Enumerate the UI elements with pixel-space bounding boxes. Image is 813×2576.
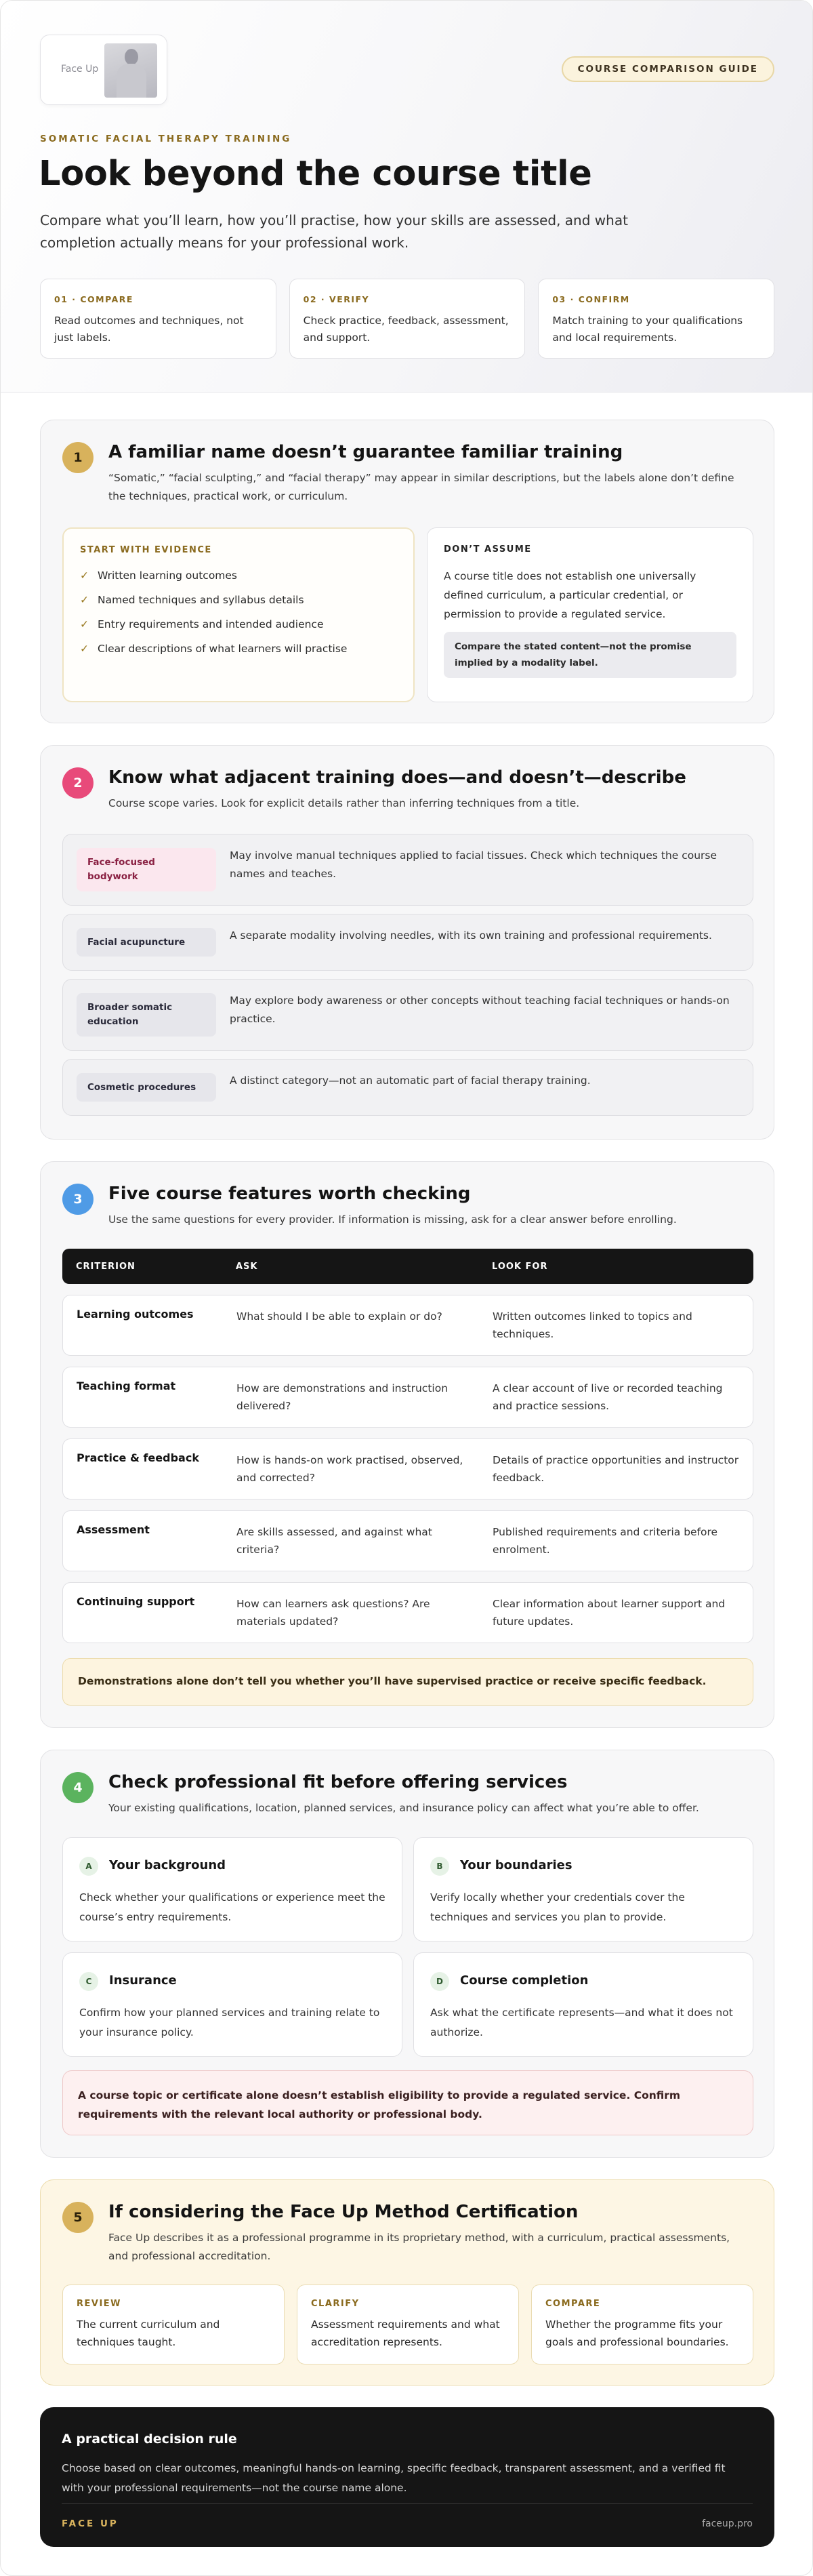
fit-text: Confirm how your planned services and training relate to your insurance policy. (79, 2007, 380, 2038)
section-title: Five course features worth checking (108, 1184, 471, 1204)
fit-badge: C (79, 1972, 98, 1991)
section-subtitle: Use the same questions for every provider. If information is missing, ask for a clear answer before enrolling. (108, 1213, 677, 1226)
look-for-cell: Published requirements and criteria before enrolment. (493, 1526, 718, 1556)
section-subtitle: Course scope varies. Look for explicit details rather than inferring techniques from a title. (108, 797, 580, 809)
dont-assume-note: Compare the stated content—not the promise implied by a modality label. (444, 632, 736, 678)
logo-photo (104, 43, 157, 98)
step-key: 03 · CONFIRM (552, 294, 630, 304)
scope-desc: May explore body awareness or other concepts without teaching facial techniques or hands-on practice. (230, 994, 730, 1025)
ask-cell: What should I be able to explain or do? (236, 1310, 442, 1323)
criterion-cell: Continuing support (77, 1595, 195, 1608)
section-title: If considering the Face Up Method Certification (108, 2202, 579, 2222)
dont-assume-label: DON’T ASSUME (444, 544, 532, 555)
fit-text: Verify locally whether your credentials cover the techniques and services you plan to provide. (430, 1891, 685, 1923)
column-header: CRITERION (76, 1262, 136, 1272)
ask-cell: How is hands-on work practised, observed, and corrected? (236, 1454, 463, 1484)
footer-text: Choose based on clear outcomes, meaningful hands-on learning, specific feedback, transparent assessment, and a verified fit with your professional requirements—not the course name alone. (62, 2462, 726, 2494)
mini-key: CLARIFY (311, 2299, 360, 2309)
section-subtitle: “Somatic,” “facial sculpting,” and “facial therapy” may appear in similar descriptions, but the labels alone don’t define the techniques, practical work, or curriculum. (108, 472, 734, 502)
mini-text: Assessment requirements and what accreditation represents. (311, 2318, 500, 2348)
guide-badge: COURSE COMPARISON GUIDE (562, 56, 774, 82)
clarify-card (297, 2285, 519, 2364)
section-number: 5 (62, 2202, 93, 2233)
evidence-list (80, 569, 397, 656)
fit-badge: D (430, 1972, 449, 1991)
check-icon: ✓ (80, 643, 89, 655)
ask-cell: How can learners ask questions? Are materials updated? (236, 1598, 430, 1628)
look-for-cell: Written outcomes linked to topics and techniques. (493, 1310, 692, 1340)
section-subtitle: Your existing qualifications, location, planned services, and insurance policy can affect what you’re able to offer. (108, 1802, 699, 1814)
section-number: 3 (62, 1184, 93, 1215)
dont-assume-text: A course title does not establish one universally defined curriculum, a particular credential, or permission to provide a regulated service. (444, 570, 696, 620)
fit-title: Your background (109, 1858, 226, 1872)
evidence-label: START WITH EVIDENCE (80, 545, 212, 555)
section-title: Check professional fit before offering services (108, 1772, 568, 1792)
check-icon: ✓ (80, 569, 89, 582)
criterion-cell: Learning outcomes (77, 1308, 194, 1321)
face-up-logo[interactable] (40, 35, 167, 105)
section-4-card (40, 1750, 774, 2158)
section-1-card (40, 420, 774, 723)
eyebrow: SOMATIC FACIAL THERAPY TRAINING (40, 134, 292, 144)
check-icon: ✓ (80, 594, 89, 606)
dont-assume-box (427, 527, 753, 702)
steps-row (40, 279, 774, 359)
section-title: A familiar name doesn’t guarantee familiar training (108, 442, 623, 462)
look-for-cell: A clear account of live or recorded teaching and practice sessions. (493, 1382, 723, 1412)
look-for-cell: Clear information about learner support and future updates. (493, 1598, 726, 1628)
page-lede: Compare what you’ll learn, how you’ll practise, how your skills are assessed, and what completion actually means for your professional work. (40, 212, 628, 251)
page-title: Look beyond the course title (39, 154, 592, 194)
step-text: Check practice, feedback, assessment, and support. (303, 315, 509, 344)
mini-text: The current curriculum and techniques taught. (77, 2318, 220, 2348)
fit-card-boundaries (413, 1837, 753, 1941)
table-row (62, 1510, 753, 1571)
scope-tag: Broader somatic education (77, 993, 216, 1037)
fit-title: Course completion (460, 1973, 589, 1988)
footer-title: A practical decision rule (62, 2432, 237, 2447)
check-icon: ✓ (80, 618, 89, 630)
step-text: Match training to your qualifications and local requirements. (552, 315, 743, 344)
ask-cell: How are demonstrations and instruction delivered? (236, 1382, 449, 1412)
column-header: LOOK FOR (492, 1262, 548, 1272)
footer-divider (62, 2503, 753, 2504)
table-row (62, 1582, 753, 1643)
eligibility-callout: A course topic or certificate alone doesn’t establish eligibility to provide a regulated service. Confirm requirements with the relevant local authority or professional body. (62, 2070, 753, 2135)
column-header: ASK (236, 1262, 258, 1272)
section-number: 1 (62, 442, 93, 473)
criterion-cell: Practice & feedback (77, 1451, 199, 1464)
fit-badge: B (430, 1857, 449, 1876)
criterion-cell: Assessment (77, 1523, 150, 1536)
footer-url-link[interactable]: faceup.pro (702, 2518, 753, 2529)
list-item: ✓ Named techniques and syllabus details (80, 594, 304, 606)
hero-header (1, 1, 813, 393)
fit-card-completion (413, 1952, 753, 2057)
mini-key: REVIEW (77, 2299, 122, 2309)
compare-card (531, 2285, 753, 2364)
section-title: Know what adjacent training does—and doesn’t—describe (108, 767, 686, 788)
section-2-card (40, 745, 774, 1140)
step-compare (40, 279, 276, 359)
table-row (62, 1367, 753, 1428)
list-item: ✓ Entry requirements and intended audience (80, 618, 324, 630)
demonstration-callout: Demonstrations alone don’t tell you whether you’ll have supervised practice or receive specific feedback. (62, 1658, 753, 1706)
step-confirm (538, 279, 774, 359)
fit-title: Your boundaries (460, 1858, 572, 1872)
scope-desc: May involve manual techniques applied to facial tissues. Check which techniques the course names and teaches. (230, 849, 717, 880)
step-key: 02 · VERIFY (303, 294, 370, 304)
section-subtitle: Face Up describes it as a professional programme in its proprietary method, with a curriculum, practical assessments, and professional accreditation. (108, 2232, 730, 2262)
fit-badge: A (79, 1857, 98, 1876)
scope-desc: A distinct category—not an automatic part of facial therapy training. (230, 1074, 591, 1087)
fit-card-insurance (62, 1952, 402, 2057)
scope-row (62, 1059, 753, 1116)
logo-text: Face Up (61, 64, 99, 75)
fit-card-background (62, 1837, 402, 1941)
step-key: 01 · COMPARE (54, 294, 133, 304)
decision-rule-footer (40, 2407, 774, 2547)
fit-title: Insurance (109, 1973, 177, 1988)
step-verify (289, 279, 526, 359)
mini-key: COMPARE (545, 2299, 601, 2309)
scope-row (62, 834, 753, 906)
table-row (62, 1295, 753, 1356)
section-number: 4 (62, 1772, 93, 1803)
review-card (62, 2285, 285, 2364)
list-item: ✓ Written learning outcomes (80, 569, 238, 582)
section-3-card (40, 1161, 774, 1728)
mini-text: Whether the programme fits your goals and professional boundaries. (545, 2318, 729, 2348)
list-item: ✓ Clear descriptions of what learners will practise (80, 643, 348, 655)
section-5-card (40, 2179, 774, 2386)
scope-desc: A separate modality involving needles, with its own training and professional requirements. (230, 929, 712, 942)
fit-text: Ask what the certificate represents—and what it does not authorize. (430, 2007, 733, 2038)
fit-text: Check whether your qualifications or experience meet the course’s entry requirements. (79, 1891, 385, 1923)
section-number: 2 (62, 767, 93, 799)
criterion-cell: Teaching format (77, 1380, 176, 1392)
evidence-box (62, 527, 415, 702)
scope-tag: Facial acupuncture (77, 928, 216, 957)
scope-tag: Face-focused bodywork (77, 848, 216, 891)
scope-row (62, 979, 753, 1051)
footer-brand: FACE UP (62, 2518, 119, 2529)
scope-row (62, 914, 753, 971)
ask-cell: Are skills assessed, and against what criteria? (236, 1526, 432, 1556)
look-for-cell: Details of practice opportunities and instructor feedback. (493, 1454, 739, 1484)
table-row (62, 1438, 753, 1500)
scope-tag: Cosmetic procedures (77, 1073, 216, 1102)
step-text: Read outcomes and techniques, not just labels. (54, 315, 244, 344)
table-header (62, 1249, 753, 1284)
